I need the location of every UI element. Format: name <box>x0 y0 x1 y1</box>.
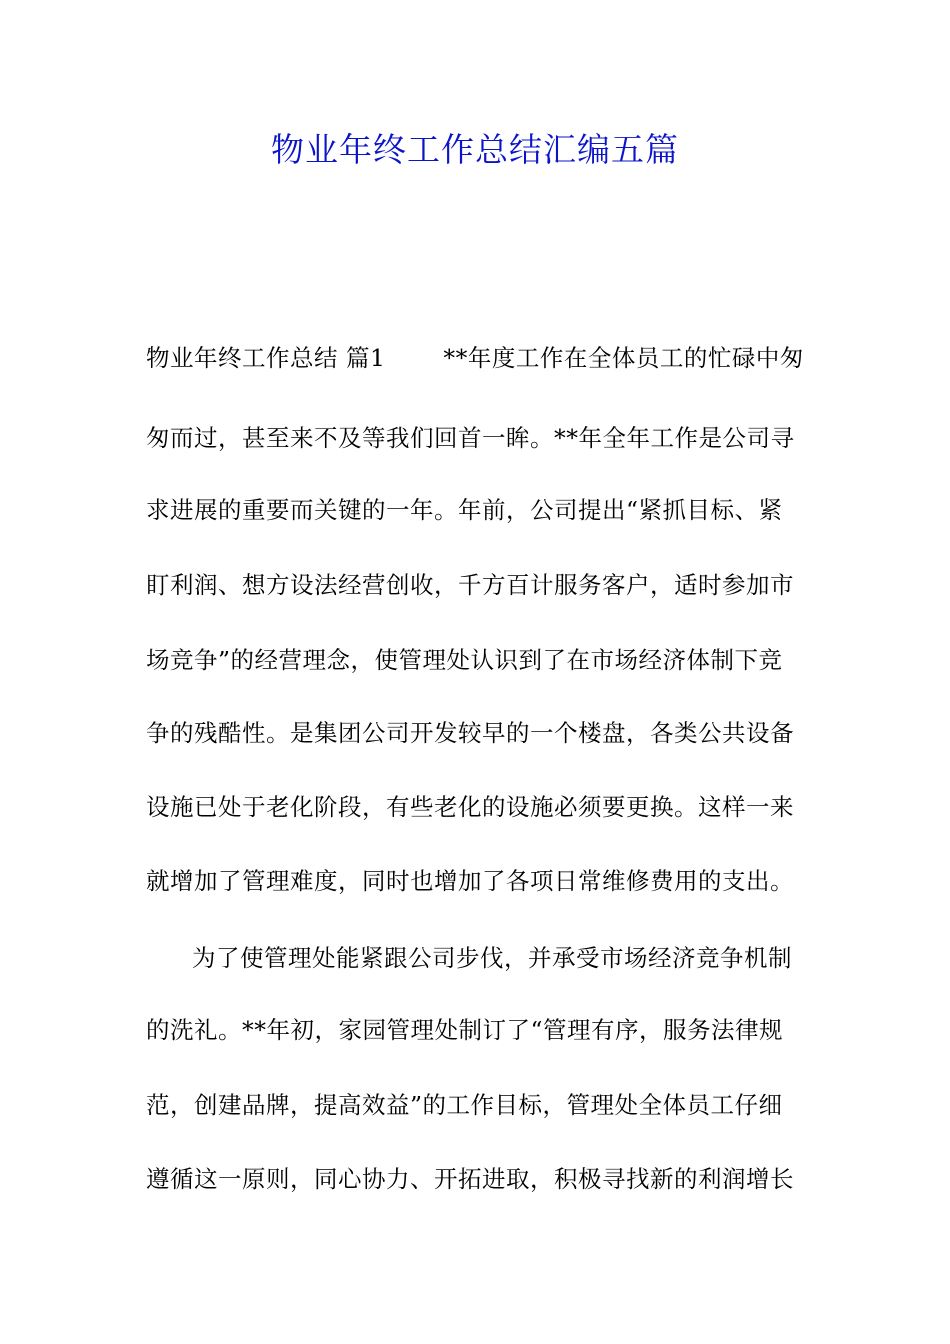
paragraph-line: 争的残酷性。是集团公司开发较早的一个楼盘，各类公共设备 <box>146 719 794 747</box>
paragraph-line: 求进展的重要而关键的一年。年前，公司提出“紧抓目标、紧 <box>146 496 783 524</box>
paragraph-line: 场竞争”的经营理念，使管理处认识到了在市场经济体制下竞 <box>146 646 783 674</box>
page-title: 物业年终工作总结汇编五篇 <box>271 130 679 169</box>
paragraph-line: 匆而过，甚至来不及等我们回首一眸。**年全年工作是公司寻 <box>146 424 795 452</box>
paragraph-line: 遵循这一原则，同心协力、开拓进取，积极寻找新的利润增长 <box>146 1165 794 1193</box>
section-heading: 物业年终工作总结 篇1 <box>146 344 386 372</box>
paragraph-line <box>146 341 804 375</box>
paragraph-line: 设施已处于老化阶段，有些老化的设施必须要更换。这样一来 <box>146 793 794 821</box>
paragraph-line-text: **年度工作在全体员工的忙碌中匆 <box>443 344 804 372</box>
paragraph-line: 盯利润、想方设法经营创收，千方百计服务客户，适时参加市 <box>146 571 794 599</box>
paragraph-line: 的洗礼。**年初，家园管理处制订了“管理有序，服务法律规 <box>146 1016 784 1044</box>
paragraph-line: 为了使管理处能紧跟公司步伐，并承受市场经济竞争机制 <box>192 944 792 972</box>
paragraph-line: 就增加了管理难度，同时也增加了各项日常维修费用的支出。 <box>146 867 794 895</box>
paragraph-line: 范，创建品牌，提高效益”的工作目标，管理处全体员工仔细 <box>146 1091 783 1119</box>
